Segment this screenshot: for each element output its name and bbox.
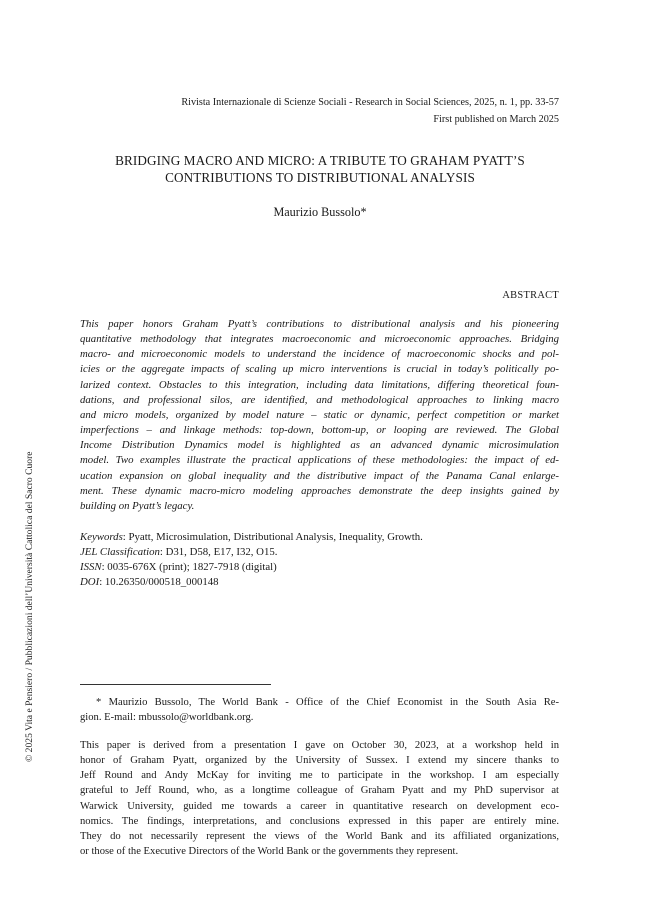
abstract-line: icies or the aggregate impacts of scaling up micro interventions is crucial in today’s politically po- (80, 363, 559, 376)
note-line: Jeff Round and Andy McKay for inviting me to participate in the workshop. I am especially (80, 770, 559, 782)
publication-date: First published on March 2025 (433, 114, 559, 125)
doi-label: DOI (80, 575, 100, 588)
acknowledgement-note (80, 738, 559, 859)
note-line: This paper is derived from a presentation I gave on October 30, 2023, at a workshop held in (80, 740, 559, 751)
issn-value: : 0035-676X (print); 1827-7918 (digital) (101, 560, 277, 573)
doi-row (80, 575, 559, 590)
paper-title (80, 152, 560, 186)
author-footnote (80, 695, 559, 725)
footnote-line: gion. E-mail: mbussolo@worldbank.org. (80, 712, 254, 723)
issn-label: ISSN (80, 560, 102, 573)
abstract-line: ment. These dynamic macro-micro modeling approaches demonstrate the deep insights gained by (80, 484, 559, 497)
abstract-line: building on Pyatt’s legacy. (80, 499, 195, 512)
abstract-line: This paper honors Graham Pyatt’s contributions to distributional analysis and his pioneering (80, 318, 559, 330)
abstract-line: macro- and microeconomic models to understand the incidence of macroeconomic shocks and pol- (80, 348, 559, 361)
article-metadata (80, 530, 559, 590)
abstract-line: imperfections – and linkage methods: top-down, bottom-up, or looping are reviewed. The Global (80, 424, 559, 437)
abstract-line: dations, and professional silos, are identified, and methodological approaches to linking macro (80, 393, 559, 406)
note-line: honor of Graham Pyatt, organized by the University of Sussex. I extend my sincere thanks to (80, 755, 559, 767)
issn-row (80, 560, 559, 575)
keywords-row (80, 530, 559, 545)
abstract-line: larized context. Obstacles to this integration, including data limitations, differing theoretical foun- (80, 378, 559, 391)
side-copyright-notice: © 2025 Vita e Pensiero / Pubblicazioni dell’Università Cattolica del Sacro Cuore (24, 451, 35, 762)
jel-value: : D31, D58, E17, I32, O15. (159, 545, 278, 558)
abstract-line: quantitative methodology that integrates macroeconomic and microeconomic approaches. Bridging (80, 333, 559, 346)
keywords-label: Keywords (80, 531, 123, 543)
jel-label: JEL Classification (80, 545, 160, 558)
abstract-heading: ABSTRACT (502, 290, 559, 301)
author-name: Maurizio Bussolo* (273, 205, 367, 219)
footnote-line: * Maurizio Bussolo, The World Bank - Office of the Chief Economist in the South Asia Re- (96, 697, 559, 708)
note-line: They do not necessarily represent the views of the World Bank and its affiliated organizations, (80, 830, 559, 842)
title-line: BRIDGING MACRO AND MICRO: A TRIBUTE TO GRAHAM PYATT’S (115, 153, 525, 168)
title-line: CONTRIBUTIONS TO DISTRIBUTIONAL ANALYSIS (165, 170, 475, 185)
doi-value: : 10.26350/000518_000148 (99, 575, 219, 588)
footnote-divider (80, 684, 271, 685)
abstract-line: and micro models, organized by model nature – static or dynamic, perfect competition or market (80, 408, 559, 421)
abstract-body (80, 317, 559, 514)
journal-citation: Rivista Internazionale di Scienze Sociali - Research in Social Sciences, 2025, n. 1, pp. 33-57 (181, 97, 559, 108)
abstract-line: ucation expansion on global inequality and the distributive impact of the Panama Canal enlarge- (80, 469, 559, 482)
note-line: or those of the Executive Directors of the World Bank or the governments they represent. (80, 846, 459, 858)
abstract-line: model. Two examples illustrate the practical applications of these methodologies: the impact of ed- (80, 454, 559, 467)
keywords-value: : Pyatt, Microsimulation, Distributional Analysis, Inequality, Growth. (122, 531, 423, 543)
jel-row (80, 545, 559, 560)
note-line: nomics. The findings, interpretations, and conclusions expressed in this paper are entirely mine. (80, 815, 559, 827)
abstract-line: Income Distribution Dynamics model is highlighted as an advanced dynamic microsimulation (80, 439, 559, 452)
note-line: Warwick University, guided me towards a career in quantitative research on development eco- (80, 800, 559, 812)
note-line: grateful to Jeff Round, who, as a longtime colleague of Graham Pyatt and my PhD supervisor at (80, 785, 559, 797)
